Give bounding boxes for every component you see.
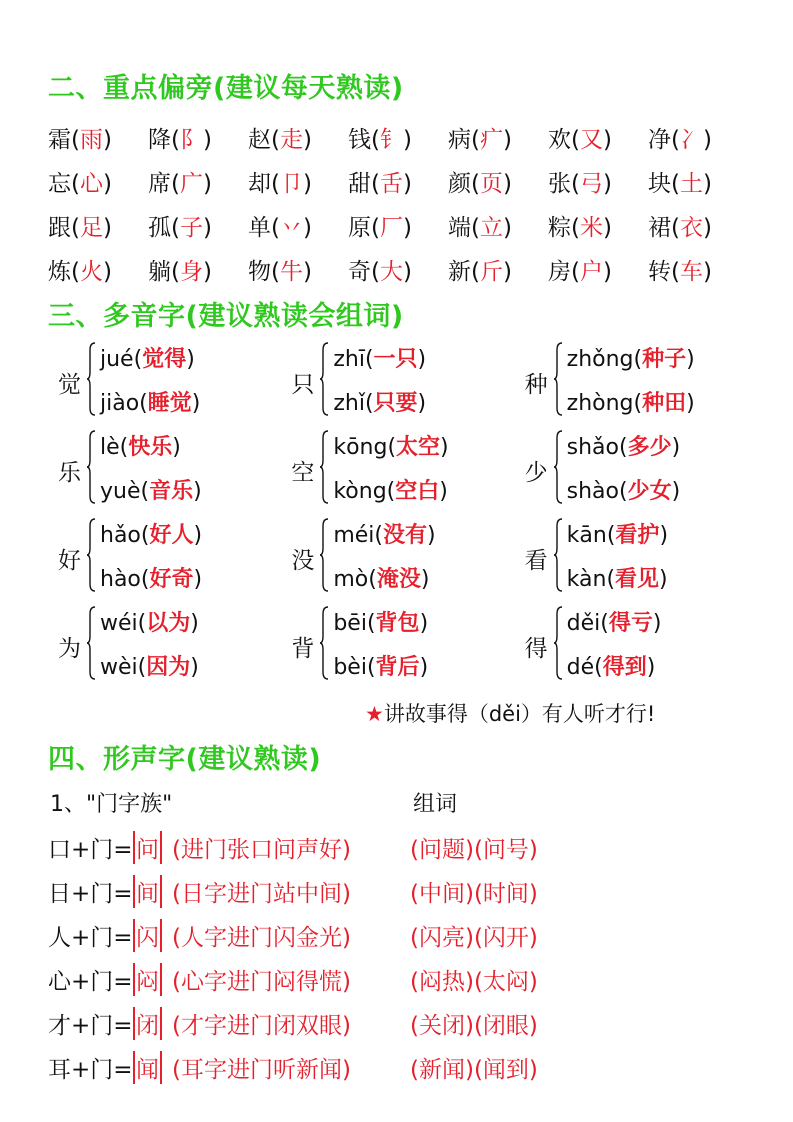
character: 欢 xyxy=(548,126,571,153)
pinyin: dé xyxy=(566,655,595,680)
radical-row xyxy=(48,203,748,247)
reading-line: mò(淹没) xyxy=(333,567,430,592)
reading-line: wéi(以为) xyxy=(100,611,199,636)
character: 钱 xyxy=(348,126,371,153)
radical: 疒 xyxy=(479,126,503,153)
formula: 日+门= xyxy=(48,881,133,907)
radical-cell: 单(丷) xyxy=(248,214,312,241)
phonetic-row xyxy=(48,1001,748,1045)
phonetic-row xyxy=(48,913,748,957)
pinyin: kàn xyxy=(566,567,607,592)
radical: 足 xyxy=(79,214,103,241)
pinyin: méi xyxy=(333,523,375,548)
pinyin: kōng xyxy=(333,435,388,460)
character: 奇 xyxy=(348,258,371,285)
pinyin: kòng xyxy=(333,479,387,504)
polyphone-row xyxy=(52,602,752,690)
pinyin: hǎo xyxy=(100,523,141,548)
example-word: 得到 xyxy=(602,655,647,680)
radical: 车 xyxy=(679,258,703,285)
character: 炼 xyxy=(48,258,71,285)
radical: 户 xyxy=(579,258,603,285)
example-word: 种子 xyxy=(642,347,687,372)
brace-icon xyxy=(86,518,96,592)
polyphone-char: 觉 xyxy=(58,372,81,398)
radical-cell: 颜(页) xyxy=(448,170,512,197)
group-words: (新闻)(闻到) xyxy=(410,1057,538,1083)
reading-line: hǎo(好人) xyxy=(100,523,203,548)
reading-line: kōng(太空) xyxy=(333,435,449,460)
radical-cell: 欢(又) xyxy=(548,126,612,153)
radical: 米 xyxy=(579,214,603,241)
group-words: (闪亮)(闪开) xyxy=(410,925,538,951)
radical-cell: 原(厂) xyxy=(348,214,412,241)
polyphone-item xyxy=(519,602,752,690)
reading-line: dé(得到) xyxy=(566,655,656,680)
character: 躺 xyxy=(148,258,171,285)
example-word: 好奇 xyxy=(149,567,194,592)
example-word: 种田 xyxy=(642,391,687,416)
brace-icon xyxy=(319,518,329,592)
polyphone-char: 只 xyxy=(291,372,315,398)
radical-cell: 霜(雨) xyxy=(48,126,112,153)
reading-line: bēi(背包) xyxy=(333,611,429,636)
radical-cell: 赵(走) xyxy=(248,126,312,153)
radical: 雨 xyxy=(79,126,103,153)
radical-cell: 粽(米) xyxy=(548,214,612,241)
example-word: 淹没 xyxy=(376,567,421,592)
polyphone-char: 种 xyxy=(524,372,548,398)
example-word: 看见 xyxy=(615,567,660,592)
radical-cell: 躺(身) xyxy=(148,258,212,285)
character: 块 xyxy=(648,170,671,197)
example-word: 以为 xyxy=(146,611,191,636)
polyphone-note xyxy=(365,698,655,728)
radical-cell: 物(牛) xyxy=(248,258,312,285)
formula: 口+门= xyxy=(48,837,133,863)
polyphone-item xyxy=(519,338,752,426)
formula: 心+门= xyxy=(48,969,133,995)
rhyme: (人字进门闪金光) xyxy=(172,925,351,951)
pinyin: zhòng xyxy=(566,391,634,416)
reading-line: kān(看护) xyxy=(566,523,669,548)
example-word: 空白 xyxy=(395,479,440,504)
radical-row xyxy=(48,115,748,159)
character: 端 xyxy=(448,214,471,241)
character: 物 xyxy=(248,258,271,285)
brace-icon xyxy=(319,342,329,416)
radical-cell: 净(冫) xyxy=(648,126,712,153)
polyphone-item xyxy=(52,338,285,426)
rhyme: (日字进门站中间) xyxy=(172,881,351,907)
example-word: 没有 xyxy=(383,523,428,548)
reading-line: zhǒng(种子) xyxy=(566,347,695,372)
radical: 卩 xyxy=(279,170,303,197)
character: 席 xyxy=(148,170,171,197)
reading-line: kàn(看见) xyxy=(566,567,668,592)
radical: 大 xyxy=(379,258,403,285)
section-2-title: 二、重点偏旁(建议每天熟读) xyxy=(48,73,404,104)
character: 新 xyxy=(448,258,471,285)
subsection-title: 1、"门字族" xyxy=(50,792,173,817)
brace-icon xyxy=(553,518,563,592)
pinyin: jiào xyxy=(100,391,140,416)
character: 颜 xyxy=(448,170,471,197)
radical-grid xyxy=(48,115,748,291)
radical-cell: 炼(火) xyxy=(48,258,112,285)
result-char: 间 xyxy=(133,875,162,908)
polyphone-grid xyxy=(52,338,752,690)
phonetic-row xyxy=(48,957,748,1001)
group-words-label: 组词 xyxy=(413,792,458,817)
pinyin: wéi xyxy=(100,611,138,636)
reading-line: shǎo(多少) xyxy=(566,435,681,460)
example-word: 音乐 xyxy=(149,479,194,504)
section-4-title: 四、形声字(建议熟读) xyxy=(48,744,322,775)
polyphone-item xyxy=(519,514,752,602)
reading-line: méi(没有) xyxy=(333,523,436,548)
polyphone-row xyxy=(52,514,752,602)
reading-line: kòng(空白) xyxy=(333,479,448,504)
pinyin: děi xyxy=(566,611,601,636)
radical: 心 xyxy=(79,170,103,197)
pinyin: mò xyxy=(333,567,369,592)
character: 赵 xyxy=(248,126,271,153)
radical-cell: 转(车) xyxy=(648,258,712,285)
polyphone-item xyxy=(519,426,752,514)
character: 转 xyxy=(648,258,671,285)
polyphone-item xyxy=(285,514,518,602)
radical: 土 xyxy=(679,170,703,197)
radical-cell: 孤(子) xyxy=(148,214,212,241)
radical: 子 xyxy=(179,214,203,241)
character: 房 xyxy=(548,258,571,285)
polyphone-item xyxy=(52,514,285,602)
polyphone-char: 背 xyxy=(291,636,315,662)
group-words: (中间)(时间) xyxy=(410,881,538,907)
character: 原 xyxy=(348,214,371,241)
character: 跟 xyxy=(48,214,71,241)
polyphone-item xyxy=(285,338,518,426)
rhyme: (耳字进门听新闻) xyxy=(172,1057,351,1083)
radical-cell: 奇(大) xyxy=(348,258,412,285)
radical-cell: 新(斤) xyxy=(448,258,512,285)
radical: 身 xyxy=(179,258,203,285)
polyphone-char: 看 xyxy=(524,548,548,574)
brace-icon xyxy=(86,606,96,680)
brace-icon xyxy=(86,342,96,416)
radical: 斤 xyxy=(479,258,503,285)
radical-cell: 病(疒) xyxy=(448,126,512,153)
example-word: 睡觉 xyxy=(147,391,192,416)
radical: 又 xyxy=(579,126,603,153)
polyphone-item xyxy=(52,426,285,514)
pinyin: shǎo xyxy=(566,435,620,460)
radical-cell: 钱(钅) xyxy=(348,126,412,153)
group-words: (关闭)(闭眼) xyxy=(410,1013,538,1039)
radical: 广 xyxy=(179,170,203,197)
character: 霜 xyxy=(48,126,71,153)
radical-row xyxy=(48,247,748,291)
result-char: 闻 xyxy=(133,1051,162,1084)
example-word: 多少 xyxy=(627,435,672,460)
radical-cell: 甜(舌) xyxy=(348,170,412,197)
radical: 页 xyxy=(479,170,503,197)
radical-cell: 席(广) xyxy=(148,170,212,197)
polyphone-item xyxy=(285,426,518,514)
character: 净 xyxy=(648,126,671,153)
pinyin: bèi xyxy=(333,655,367,680)
radical-cell: 房(户) xyxy=(548,258,612,285)
radical-cell: 却(卩) xyxy=(248,170,312,197)
polyphone-char: 好 xyxy=(58,548,81,574)
character: 张 xyxy=(548,170,571,197)
phonetic-row xyxy=(48,825,748,869)
group-words: (问题)(问号) xyxy=(410,837,538,863)
example-word: 觉得 xyxy=(142,347,187,372)
phonetic-row xyxy=(48,869,748,913)
reading-line: lè(快乐) xyxy=(100,435,181,460)
polyphone-item xyxy=(52,602,285,690)
radical: 牛 xyxy=(279,258,303,285)
radical: 立 xyxy=(479,214,503,241)
character: 却 xyxy=(248,170,271,197)
character: 降 xyxy=(148,126,171,153)
brace-icon xyxy=(553,606,563,680)
example-word: 好人 xyxy=(149,523,194,548)
example-word: 少女 xyxy=(627,479,672,504)
brace-icon xyxy=(86,430,96,504)
example-word: 因为 xyxy=(146,655,191,680)
section-3-title: 三、多音字(建议熟读会组词) xyxy=(48,301,404,332)
pinyin: zhī xyxy=(333,347,365,372)
radical: 舌 xyxy=(379,170,403,197)
character: 单 xyxy=(248,214,271,241)
result-char: 闪 xyxy=(133,919,162,952)
reading-line: jué(觉得) xyxy=(100,347,195,372)
brace-icon xyxy=(553,342,563,416)
brace-icon xyxy=(319,430,329,504)
radical-row xyxy=(48,159,748,203)
character: 裙 xyxy=(648,214,671,241)
pinyin: bēi xyxy=(333,611,367,636)
rhyme: (心字进门闷得慌) xyxy=(172,969,351,995)
character: 甜 xyxy=(348,170,371,197)
radical: 冫 xyxy=(679,126,703,153)
example-word: 快乐 xyxy=(128,435,173,460)
pinyin: zhǐ xyxy=(333,391,365,416)
rhyme: (进门张口问声好) xyxy=(172,837,351,863)
radical-cell: 块(土) xyxy=(648,170,712,197)
radical: 阝 xyxy=(179,126,203,153)
pinyin: hào xyxy=(100,567,141,592)
polyphone-row xyxy=(52,338,752,426)
phonetic-row xyxy=(48,1045,748,1089)
example-word: 太空 xyxy=(396,435,441,460)
radical: 衣 xyxy=(679,214,703,241)
reading-line: zhòng(种田) xyxy=(566,391,695,416)
reading-line: wèi(因为) xyxy=(100,655,199,680)
pinyin: shào xyxy=(566,479,620,504)
group-words: (闷热)(太闷) xyxy=(410,969,538,995)
character: 孤 xyxy=(148,214,171,241)
formula: 人+门= xyxy=(48,925,133,951)
character: 病 xyxy=(448,126,471,153)
reading-line: jiào(睡觉) xyxy=(100,391,201,416)
reading-line: yuè(音乐) xyxy=(100,479,202,504)
pinyin: lè xyxy=(100,435,120,460)
example-word: 一只 xyxy=(373,347,418,372)
radical-cell: 张(弓) xyxy=(548,170,612,197)
radical: 弓 xyxy=(579,170,603,197)
formula: 耳+门= xyxy=(48,1057,133,1083)
result-char: 闷 xyxy=(133,963,162,996)
radical-cell: 忘(心) xyxy=(48,170,112,197)
character: 粽 xyxy=(548,214,571,241)
star-icon: ★ xyxy=(365,702,384,726)
reading-line: shào(少女) xyxy=(566,479,681,504)
example-word: 得亏 xyxy=(608,611,653,636)
pinyin: jué xyxy=(100,347,134,372)
radical: 厂 xyxy=(379,214,403,241)
result-char: 问 xyxy=(133,831,162,864)
reading-line: hào(好奇) xyxy=(100,567,203,592)
radical-cell: 端(立) xyxy=(448,214,512,241)
radical: 走 xyxy=(279,126,303,153)
reading-line: děi(得亏) xyxy=(566,611,662,636)
example-word: 只要 xyxy=(373,391,418,416)
polyphone-item xyxy=(285,602,518,690)
polyphone-row xyxy=(52,426,752,514)
radical: 丷 xyxy=(279,214,303,241)
radical: 钅 xyxy=(379,126,403,153)
reading-line: zhī(一只) xyxy=(333,347,427,372)
reading-line: bèi(背后) xyxy=(333,655,429,680)
pinyin: wèi xyxy=(100,655,138,680)
pinyin: yuè xyxy=(100,479,141,504)
example-word: 看护 xyxy=(615,523,660,548)
formula: 才+门= xyxy=(48,1013,133,1039)
polyphone-char: 得 xyxy=(524,636,548,662)
phonetic-list xyxy=(48,825,748,1089)
example-word: 背后 xyxy=(375,655,420,680)
polyphone-char: 空 xyxy=(291,460,315,486)
polyphone-char: 乐 xyxy=(58,460,81,486)
radical-cell: 降(阝) xyxy=(148,126,212,153)
result-char: 闭 xyxy=(133,1007,162,1040)
polyphone-char: 没 xyxy=(291,548,315,574)
reading-line: zhǐ(只要) xyxy=(333,391,427,416)
polyphone-char: 为 xyxy=(58,636,81,662)
note-text: 讲故事得（děi）有人听才行! xyxy=(383,702,656,726)
polyphone-char: 少 xyxy=(524,460,548,486)
pinyin: zhǒng xyxy=(566,347,634,372)
radical-cell: 跟(足) xyxy=(48,214,112,241)
radical-cell: 裙(衣) xyxy=(648,214,712,241)
pinyin: kān xyxy=(566,523,607,548)
radical: 火 xyxy=(79,258,103,285)
brace-icon xyxy=(553,430,563,504)
example-word: 背包 xyxy=(375,611,420,636)
rhyme: (才字进门闭双眼) xyxy=(172,1013,351,1039)
character: 忘 xyxy=(48,170,71,197)
brace-icon xyxy=(319,606,329,680)
